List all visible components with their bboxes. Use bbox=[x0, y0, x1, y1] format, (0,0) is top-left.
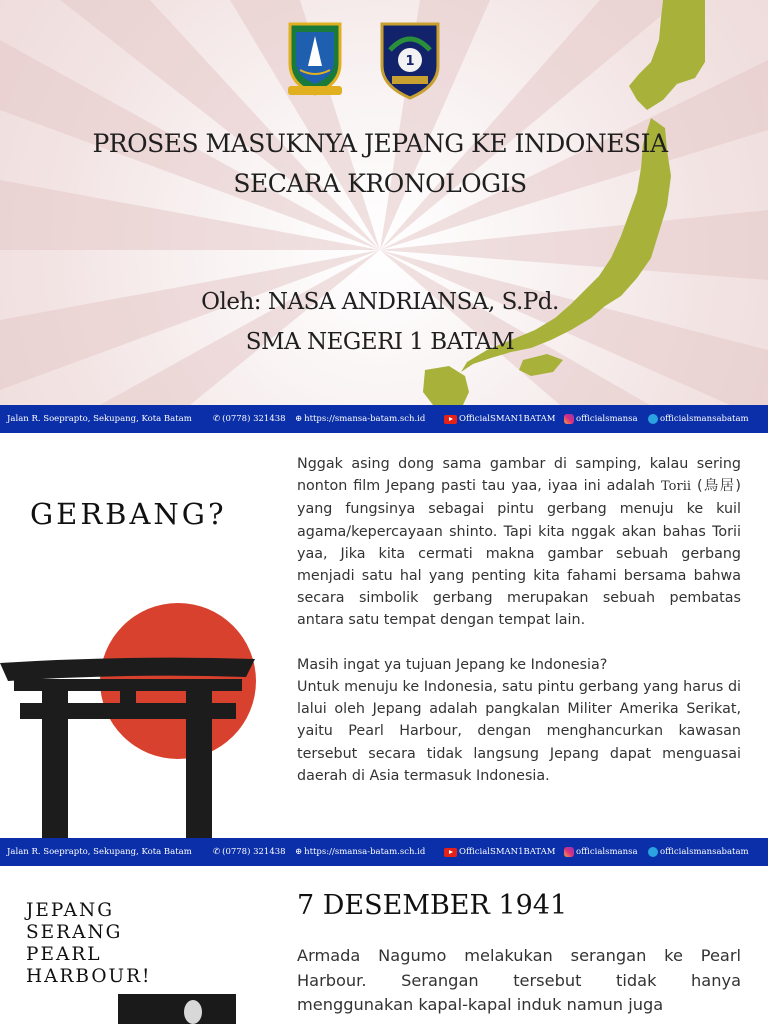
instagram-icon bbox=[564, 847, 574, 857]
title-line-2: SECARA KRONOLOGIS bbox=[233, 169, 527, 198]
paragraph-pearl-harbour: Untuk menuju ke Indonesia, satu pintu gerbang yang harus di lalui oleh Jepang adalah pangkalan Militer Amerika Serikat, yaitu Pearl Harbour, dengan menghancurkan kawasan tersebut secara tidak langsung Jepang dapat menguasai daerah di Asia termasuk Indonesia. bbox=[297, 679, 741, 784]
phone-text: (0778) 321438 bbox=[222, 847, 286, 857]
provincial-crest-logo bbox=[286, 20, 344, 98]
author-block bbox=[40, 282, 720, 362]
author-name: Oleh: NASA ANDRIANSA, S.Pd. bbox=[201, 289, 559, 315]
youtube-text: OfficialSMAN1BATAM bbox=[459, 414, 556, 424]
svg-text:1: 1 bbox=[405, 54, 415, 69]
torii-gate-illustration bbox=[0, 573, 290, 838]
portrait-figure bbox=[184, 1000, 202, 1024]
para1-text-start: Nggak asing dong sama gambar di samping, kalau sering nonton film Jepang pasti tau yaa, iyaa ini adalah bbox=[297, 456, 741, 495]
telegram-icon bbox=[648, 414, 658, 424]
footer-instagram[interactable] bbox=[564, 847, 638, 857]
historical-photo bbox=[118, 994, 236, 1024]
footer-telegram[interactable] bbox=[648, 414, 749, 424]
heading-line-4: HARBOUR! bbox=[26, 966, 152, 987]
school-name: SMA NEGERI 1 BATAM bbox=[245, 329, 515, 355]
presentation-title bbox=[40, 124, 720, 204]
footer-youtube[interactable] bbox=[444, 847, 555, 857]
para1-text-end: (鳥居) yang fungsinya sebagai pintu gerbang menuju ke kuil agama/kepercayaan shinto. Tapi kita nggak akan bahas Torii yaa, Jika kita cermati makna gambar sebuah gerbang menjadi satu hal yang penting kita fahami bersama bahwa secara simbolik gerbang merupakan sebuah pembatas antara satu tempat dengan tempat lain. bbox=[297, 478, 741, 629]
torii-term: Torii bbox=[661, 479, 692, 495]
footer-website[interactable] bbox=[295, 414, 425, 424]
slide-heading bbox=[26, 900, 186, 988]
pearl-harbour-slide bbox=[0, 866, 768, 1024]
heading-line-3: PEARL bbox=[26, 944, 102, 965]
footer-bar-2 bbox=[0, 838, 768, 866]
telegram-text: officialsmansabatam bbox=[660, 414, 749, 424]
website-text: https://smansa-batam.sch.id bbox=[304, 847, 426, 857]
paragraph-question: Masih ingat ya tujuan Jepang ke Indonesia? bbox=[297, 657, 608, 673]
instagram-text: officialsmansa bbox=[576, 414, 638, 424]
footer-telegram[interactable] bbox=[648, 847, 749, 857]
phone-icon: ✆ bbox=[213, 847, 221, 857]
event-date: 7 DESEMBER 1941 bbox=[297, 890, 568, 921]
footer-instagram[interactable] bbox=[564, 414, 638, 424]
title-line-1: PROSES MASUKNYA JEPANG KE INDONESIA bbox=[92, 129, 668, 158]
footer-address: Jalan R. Soeprapto, Sekupang, Kota Batam bbox=[7, 414, 192, 424]
youtube-icon bbox=[444, 415, 457, 424]
website-text: https://smansa-batam.sch.id bbox=[304, 414, 426, 424]
instagram-icon bbox=[564, 414, 574, 424]
globe-icon: ⊕ bbox=[295, 414, 303, 424]
paragraph-attack: Armada Nagumo melakukan serangan ke Pearl Harbour. Serangan tersebut tidak hanya menggunakan kapal-kapal induk namun juga bbox=[297, 946, 741, 1014]
footer-address: Jalan R. Soeprapto, Sekupang, Kota Batam bbox=[7, 847, 192, 857]
phone-icon: ✆ bbox=[213, 414, 221, 424]
footer-bar bbox=[0, 405, 768, 433]
footer-phone bbox=[213, 847, 286, 857]
youtube-icon bbox=[444, 848, 457, 857]
youtube-text: OfficialSMAN1BATAM bbox=[459, 847, 556, 857]
globe-icon: ⊕ bbox=[295, 847, 303, 857]
heading-line-2: SERANG bbox=[26, 922, 123, 943]
footer-youtube[interactable] bbox=[444, 414, 555, 424]
heading-line-1: JEPANG bbox=[26, 900, 114, 921]
instagram-text: officialsmansa bbox=[576, 847, 638, 857]
footer-phone bbox=[213, 414, 286, 424]
footer-website[interactable] bbox=[295, 847, 425, 857]
slide-heading: GERBANG? bbox=[30, 497, 227, 531]
gerbang-slide bbox=[0, 433, 768, 838]
paragraph-torii bbox=[297, 453, 741, 632]
title-slide bbox=[0, 0, 768, 405]
telegram-icon bbox=[648, 847, 658, 857]
telegram-text: officialsmansabatam bbox=[660, 847, 749, 857]
phone-text: (0778) 321438 bbox=[222, 414, 286, 424]
